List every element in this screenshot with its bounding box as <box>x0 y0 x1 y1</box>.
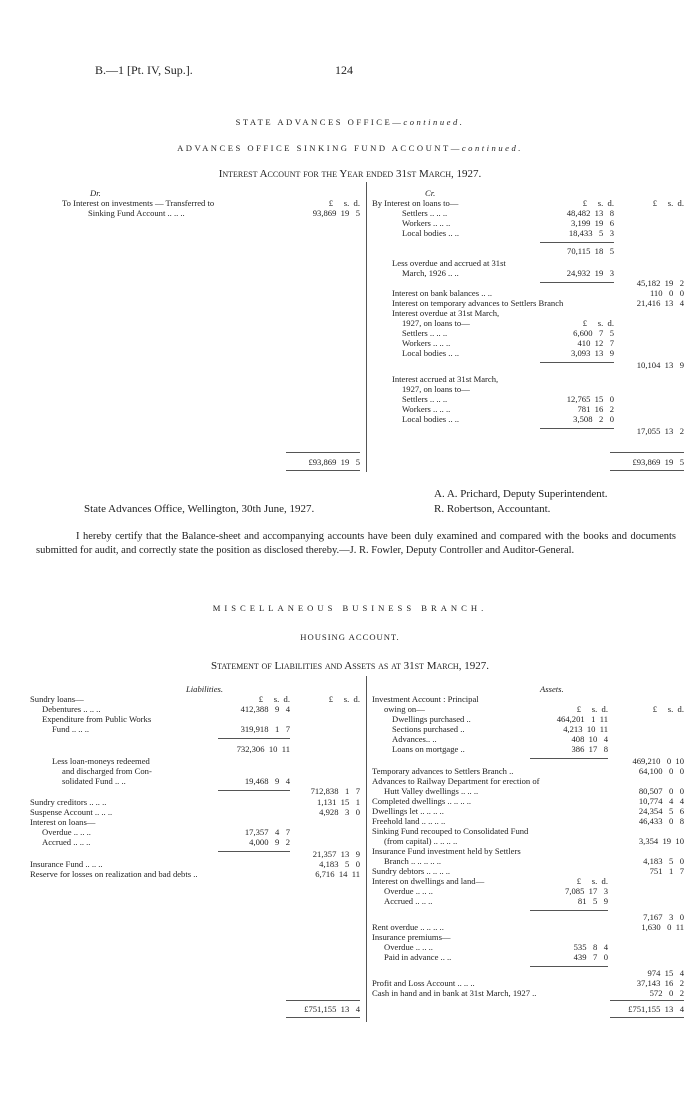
cr-outer-currency-header: £ s. d. <box>652 198 684 208</box>
cr-inner-amount: 18,433 5 3 <box>568 228 614 238</box>
asset-line: Loans on mortgage .. <box>392 744 465 754</box>
audit-certificate: I hereby certify that the Balance-sheet and accompanying accounts have been duly examined and compared with the books and documents submitted for audit, and correctly state the position as disclosed thereby.—J. R. Fowler, Deputy Controller and Auditor-General. <box>36 531 676 556</box>
ledger-divider <box>366 676 367 1022</box>
cr-line: Less overdue and accrued at 31st <box>392 258 506 268</box>
asset-line: Advances to Railway Department for erection of <box>372 776 540 786</box>
cr-outer-amount: 21,416 13 4 <box>636 298 684 308</box>
rule <box>530 910 608 911</box>
asset-line: Sinking Fund recouped to Consolidated Fund <box>372 826 529 836</box>
cr-overdue-amount: 3,093 13 9 <box>571 348 614 358</box>
dr-total: £93,869 19 5 <box>308 457 360 467</box>
liab-inner-currency-header: £ s. d. <box>258 694 290 704</box>
liab-outer-amount: 4,928 3 0 <box>319 807 360 817</box>
asset-inner-amount: 386 17 8 <box>571 744 608 754</box>
cr-accrued-amount: 781 16 2 <box>577 404 614 414</box>
asset-line: Overdue .. .. .. <box>384 886 433 896</box>
cr-line: Local bodies .. .. <box>402 228 460 238</box>
rule <box>540 428 614 429</box>
cr-line: Local bodies .. .. <box>402 414 460 424</box>
cr-line: Settlers .. .. .. <box>402 394 448 404</box>
cr-outer-amount: 110 0 0 <box>649 288 684 298</box>
rule <box>286 1017 360 1018</box>
asset-inner-amount: 408 10 4 <box>571 734 608 744</box>
asset-line: Hutt Valley dwellings .. .. .. <box>384 786 479 796</box>
liab-inner-amount: 412,388 9 4 <box>240 704 290 714</box>
cr-line: 1927, on loans to— <box>402 318 470 328</box>
asset-outer-amount: 974 15 4 <box>647 968 684 978</box>
liab-line: Sundry creditors .. .. .. <box>30 797 107 807</box>
asset-line: Dwellings let .. .. .. .. <box>372 806 444 816</box>
rule <box>218 738 290 739</box>
cr-line: Settlers .. .. .. <box>402 328 448 338</box>
rule <box>530 758 608 759</box>
asset-outer-amount: 469,210 0 10 <box>632 756 684 766</box>
cr-line: Settlers .. .. .. <box>402 208 448 218</box>
ledger-divider <box>366 182 367 472</box>
liab-line: Overdue .. .. .. <box>42 827 91 837</box>
liab-line: Interest on loans— <box>30 817 96 827</box>
liab-outer-amount: 6,716 14 11 <box>315 869 360 879</box>
asset-line: Freehold land .. .. .. .. <box>372 816 446 826</box>
signatory: A. A. Prichard, Deputy Superintendent. <box>434 488 608 500</box>
asset-inner-amount: 439 7 0 <box>573 952 608 962</box>
cr-line: By Interest on loans to— <box>372 198 459 208</box>
cr-label: Cr. <box>425 188 436 198</box>
dr-line: To Interest on investments — Transferred to <box>62 198 215 208</box>
rule <box>286 470 360 471</box>
asset-outer-amount: 24,354 5 6 <box>638 806 684 816</box>
asset-outer-amount: 751 1 7 <box>649 866 684 876</box>
asset-outer-amount: 80,507 0 0 <box>638 786 684 796</box>
liab-line: Accrued .. .. .. <box>42 837 91 847</box>
statement-title: Statement of Liabilities and Assets as at 31st March, 1927. <box>211 660 489 672</box>
cr-line: Workers .. .. .. <box>402 218 451 228</box>
asset-line: Overdue .. .. .. <box>384 942 433 952</box>
cr-accrued-amount: 12,765 15 0 <box>566 394 614 404</box>
cr-inner-subtotal: 70,115 18 5 <box>567 246 614 256</box>
rule <box>540 282 614 283</box>
cr-line: Interest on bank balances .. .. <box>392 288 492 298</box>
asset-inner-currency-header: £ s. d. <box>576 876 608 886</box>
asset-outer-amount: 572 0 2 <box>649 988 684 998</box>
liab-line: Sundry loans— <box>30 694 84 704</box>
cr-line: Local bodies .. .. <box>402 348 460 358</box>
asset-outer-amount: 64,100 0 0 <box>638 766 684 776</box>
rule <box>610 452 684 453</box>
liab-line: Fund .. .. .. <box>52 724 90 734</box>
cr-line: Workers .. .. .. <box>402 404 451 414</box>
place-date: State Advances Office, Wellington, 30th June, 1927. <box>84 503 315 515</box>
asset-line: Branch .. .. .. .. .. <box>384 856 442 866</box>
asset-outer-amount: 10,774 4 4 <box>638 796 684 806</box>
cr-outer-amount: 45,182 19 2 <box>636 278 684 288</box>
liab-outer-amount: 21,357 13 9 <box>312 849 360 859</box>
asset-line: Completed dwellings .. .. .. .. <box>372 796 472 806</box>
liab-line: Debentures .. .. .. <box>42 704 101 714</box>
asset-outer-amount: 37,143 16 2 <box>636 978 684 988</box>
cr-overdue-amount: 410 12 7 <box>577 338 614 348</box>
asset-outer-amount: 46,433 0 8 <box>638 816 684 826</box>
liab-line: Suspense Account .. .. .. <box>30 807 113 817</box>
cr-line: March, 1926 .. .. <box>402 268 459 278</box>
liabilities-label: Liabilities. <box>186 684 224 694</box>
dr-label: Dr. <box>90 188 101 198</box>
asset-line: Insurance Fund investment held by Settlers <box>372 846 521 856</box>
liab-line: Insurance Fund .. .. .. <box>30 859 103 869</box>
asset-line: Sections purchased .. <box>392 724 465 734</box>
assets-label: Assets. <box>540 684 564 694</box>
rule <box>610 470 684 471</box>
cr-line: 1927, on loans to— <box>402 384 470 394</box>
cr-inner-amount: 24,932 19 3 <box>566 268 614 278</box>
rule <box>530 966 608 967</box>
dr-amount: 93,869 19 5 <box>312 208 360 218</box>
liab-outer-amount: 712,838 1 7 <box>310 786 360 796</box>
asset-line: Temporary advances to Settlers Branch .. <box>372 766 514 776</box>
asset-inner-amount: 7,085 17 3 <box>565 886 608 896</box>
asset-outer-currency-header: £ s. d. <box>652 704 684 714</box>
liab-outer-amount: 1,131 15 1 <box>317 797 360 807</box>
liab-inner-amount: 19,468 9 4 <box>244 776 290 786</box>
liab-line: Expenditure from Public Works <box>42 714 152 724</box>
account-title: Interest Account for the Year ended 31st March, 1927. <box>218 168 482 180</box>
signatory: R. Robertson, Accountant. <box>434 503 551 515</box>
asset-line: (from capital) .. .. .. .. <box>384 836 458 846</box>
asset-line: Investment Account : Principal <box>372 694 479 704</box>
liab-inner-amount: 319,918 1 7 <box>240 724 290 734</box>
rule <box>610 1000 684 1001</box>
asset-outer-amount: 7,167 3 0 <box>643 912 684 922</box>
asset-inner-amount: 535 8 4 <box>573 942 608 952</box>
asset-line: Paid in advance .. .. <box>384 952 452 962</box>
liab-outer-amount: 4,183 5 0 <box>319 859 360 869</box>
asset-line: Accrued .. .. .. <box>384 896 433 906</box>
rule <box>540 242 614 243</box>
rule <box>610 1017 684 1018</box>
cr-accrued-total: 17,055 13 2 <box>636 426 684 436</box>
asset-line: Cash in hand and in bank at 31st March, 1927 .. <box>372 988 537 998</box>
asset-outer-amount: 4,183 5 0 <box>643 856 684 866</box>
liab-inner-amount: 4,000 9 2 <box>249 837 290 847</box>
asset-outer-amount: 3,354 19 10 <box>638 836 684 846</box>
page-number: 124 <box>335 63 353 77</box>
page-header-reference: B.—1 [Pt. IV, Sup.]. <box>95 63 193 77</box>
cr-inner-currency-header: £ s. d. <box>582 198 614 208</box>
asset-inner-amount: 464,201 1 11 <box>556 714 608 724</box>
liab-total: £751,155 13 4 <box>304 1004 360 1014</box>
asset-outer-amount: 1,630 0 11 <box>641 922 684 932</box>
liab-inner-amount: 17,357 4 7 <box>244 827 290 837</box>
cr-overdue-amount: 6,600 7 5 <box>573 328 614 338</box>
asset-line: Advances.. .. <box>392 734 437 744</box>
asset-line: Insurance premiums— <box>372 932 451 942</box>
cr-accrued-amount: 3,508 2 0 <box>573 414 614 424</box>
asset-total: £751,155 13 4 <box>628 1004 684 1014</box>
liab-outer-currency-header: £ s. d. <box>328 694 360 704</box>
section-title: STATE ADVANCES OFFICE—continued. <box>235 117 465 127</box>
cr-line: Interest on temporary advances to Settlers Branch <box>392 298 564 308</box>
rule <box>540 362 614 363</box>
asset-inner-currency-header: £ s. d. <box>576 704 608 714</box>
cr-overdue-total: 10,104 13 9 <box>636 360 684 370</box>
dr-line: Sinking Fund Account .. .. .. <box>88 208 185 218</box>
cr-line: Interest accrued at 31st March, <box>392 374 499 384</box>
liab-line: Less loan-moneys redeemed <box>52 756 150 766</box>
liab-inner-subtotal: 732,306 10 11 <box>236 744 290 754</box>
cr-line: Interest overdue at 31st March, <box>392 308 500 318</box>
asset-line: Profit and Loss Account .. .. .. <box>372 978 475 988</box>
rule <box>286 452 360 453</box>
account-subtitle: HOUSING ACCOUNT. <box>300 632 400 642</box>
asset-line: Rent overdue .. .. .. .. <box>372 922 444 932</box>
cr-inner-amount: 3,199 19 6 <box>571 218 614 228</box>
asset-line: Sundry debtors .. .. .. .. <box>372 866 451 876</box>
cr-total: £93,869 19 5 <box>632 457 684 467</box>
branch-title: MISCELLANEOUS BUSINESS BRANCH. <box>212 603 488 613</box>
liab-line: Reserve for losses on realization and bad debts .. <box>30 869 198 879</box>
rule <box>286 1000 360 1001</box>
section-subtitle: ADVANCES OFFICE SINKING FUND ACCOUNT—continued. <box>177 143 523 153</box>
asset-line: owing on— <box>384 704 425 714</box>
cr-inner-currency-header: £ s. d. <box>582 318 614 328</box>
liab-line: and discharged from Con- <box>62 766 152 776</box>
liab-line: solidated Fund .. .. <box>62 776 126 786</box>
asset-line: Dwellings purchased .. <box>392 714 471 724</box>
cr-line: Workers .. .. .. <box>402 338 451 348</box>
dr-currency-header: £ s. d. <box>328 198 360 208</box>
asset-line: Interest on dwellings and land— <box>372 876 485 886</box>
asset-inner-amount: 4,213 10 11 <box>563 724 608 734</box>
asset-inner-amount: 81 5 9 <box>577 896 608 906</box>
cr-inner-amount: 48,482 13 8 <box>566 208 614 218</box>
